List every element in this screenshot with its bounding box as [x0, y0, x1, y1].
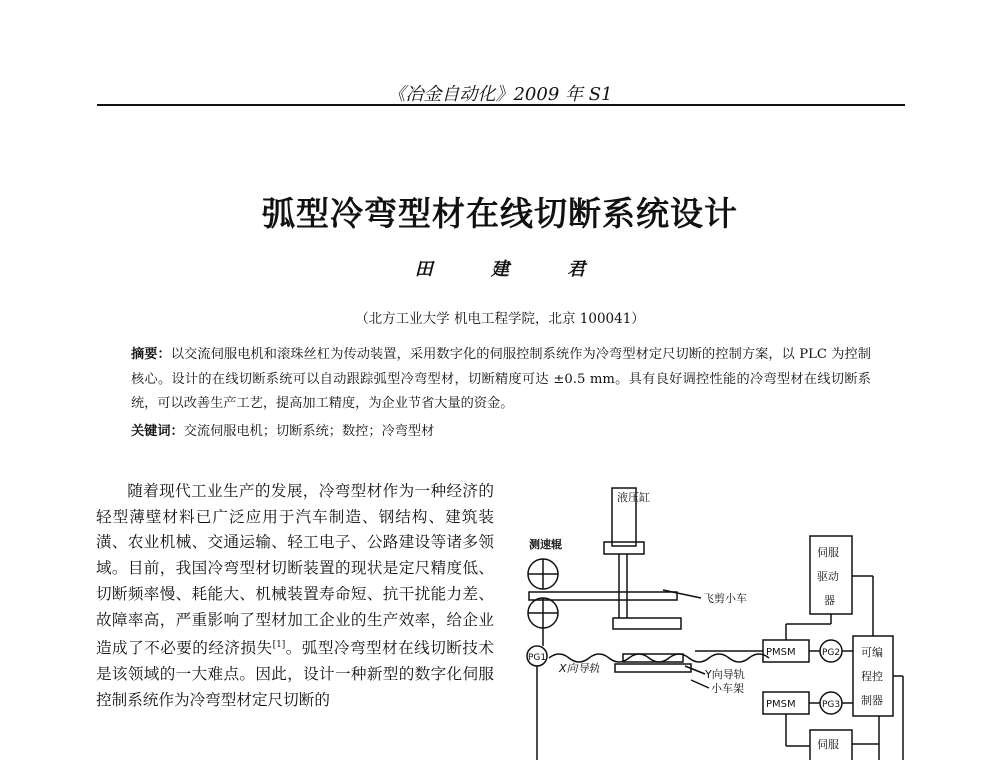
keywords-text: 交流伺服电机；切断系统；数控；冷弯型材 [183, 424, 435, 439]
body-paragraph [96, 479, 494, 714]
abstract-label: 摘要： [131, 347, 171, 362]
servo-top-l1: 伺服 [817, 546, 839, 559]
servo-bottom-l1: 伺服 [817, 738, 839, 751]
profile-bar [529, 592, 677, 600]
journal-header: 《冶金自动化》2009 年 S1 [387, 84, 613, 105]
abstract [131, 343, 871, 417]
plc-l2: 程控 [861, 670, 883, 683]
cart-frame-label: 小车架 [711, 682, 744, 695]
body-text-continued: 。弧型冷弯型材在线切断技术是该领域的一大难点。因此，设计一种新型的数字化伺服控制系统作为冷弯型材定尺切断的 [96, 639, 494, 709]
speed-roller-label: 测速辊 [529, 538, 562, 551]
paper-title: 弧型冷弯型材在线切断系统设计 [262, 194, 738, 233]
paper-author: 田 建 君 [414, 259, 612, 280]
pmsm2-label: PMSM [766, 699, 796, 710]
cart-frame [615, 664, 691, 672]
pg3-label: PG3 [822, 700, 841, 710]
servo-top-l3: 器 [824, 594, 835, 607]
shear-cart [613, 618, 681, 629]
flying-shear-label: 飞剪小车 [703, 592, 747, 605]
abstract-text: 以交流伺服电机和滚珠丝杠为传动装置，采用数字化的伺服控制系统作为冷弯型材定尺切断的控制方案，以 PLC 为控制核心。设计的在线切断系统可以自动跟踪弧型冷弯型材，切断精度可达 ±0.5 mm。具有良好调控性能的冷弯型材在线切断系统，可以改善生产工艺，提高加工精度，为企业节省大量的资金。 [131, 347, 871, 411]
x-guide-rail [549, 654, 769, 662]
reference-marker: [1] [272, 640, 286, 651]
keywords-label: 关键词： [131, 424, 184, 439]
header-rule [97, 104, 905, 106]
body-text: 随着现代工业生产的发展，冷弯型材作为一种经济的轻型薄壁材料已广泛应用于汽车制造、钢结构、建筑装潢、农业机械、交通运输、轻工电子、公路建设等诸多领域。目前，我国冷弯型材切断装置的现状是定尺精度低、切断频率慢、耗能大、机械装置寿命短、抗干扰能力差、故障率高，严重影响了型材加工企业的生产效率，给企业造成了不必要的经济损失 [96, 482, 494, 658]
pg1-label: PG1 [528, 653, 547, 663]
pg2-label: PG2 [822, 648, 841, 658]
plc-l1: 可编 [861, 646, 883, 659]
x-rail-label: X向导轨 [559, 662, 600, 675]
system-diagram [515, 486, 910, 760]
body-column-left [96, 479, 494, 714]
keywords [131, 420, 871, 444]
cylinder-flange [604, 542, 644, 554]
servo-top-l2: 驱动 [817, 570, 839, 583]
paper-affiliation: （北方工业大学 机电工程学院，北京 100041） [355, 311, 645, 327]
cyl-label-1: 液压缸 [617, 491, 650, 504]
pmsm1-label: PMSM [766, 647, 796, 658]
cart-leader [663, 590, 701, 598]
y-rail-label: Y向导轨 [705, 668, 745, 681]
plc-l3: 制器 [861, 694, 883, 707]
